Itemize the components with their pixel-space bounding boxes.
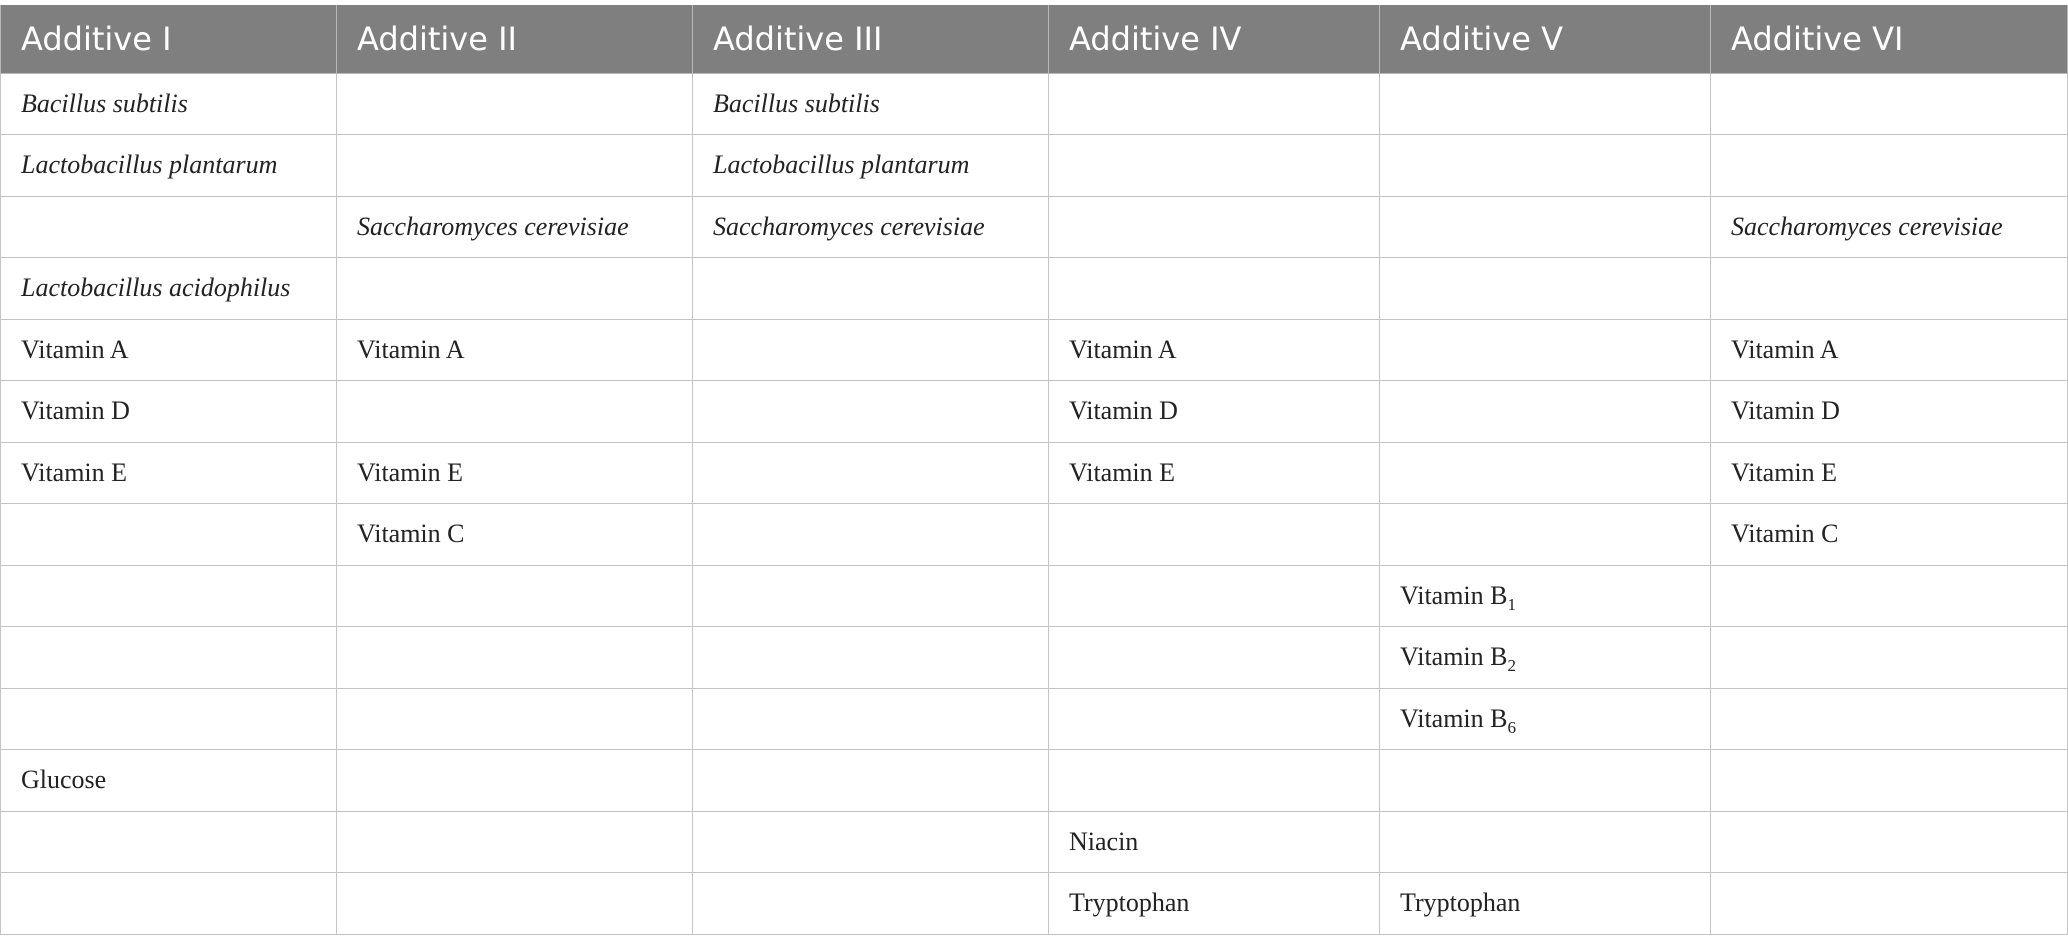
table-cell	[1, 258, 337, 320]
table-cell	[337, 873, 693, 935]
table-cell	[693, 196, 1049, 258]
cell-subscript: 2	[1507, 656, 1516, 676]
table-cell	[1380, 873, 1711, 935]
cell-text: Vitamin E	[21, 457, 128, 487]
table-cell	[1, 135, 337, 197]
table-cell	[1711, 258, 2068, 320]
table-cell	[1380, 504, 1711, 566]
cell-subscript: 6	[1507, 717, 1516, 737]
table-cell	[337, 442, 693, 504]
cell-text: Vitamin D	[1731, 396, 1840, 426]
table-cell	[693, 381, 1049, 443]
cell-text: Saccharomyces cerevisiae	[713, 211, 985, 241]
table-cell	[1380, 73, 1711, 135]
table-row	[1, 135, 2068, 197]
table-cell	[693, 135, 1049, 197]
table-cell	[1049, 627, 1380, 689]
cell-text: Tryptophan	[1400, 888, 1521, 918]
cell-text: Vitamin A	[21, 334, 129, 364]
table-cell	[1, 750, 337, 812]
table-cell	[1, 442, 337, 504]
table-cell	[337, 135, 693, 197]
table-cell	[1711, 688, 2068, 750]
cell-text: Vitamin A	[357, 334, 465, 364]
cell-text: Tryptophan	[1069, 888, 1190, 918]
cell-text: Vitamin E	[357, 457, 464, 487]
column-header-additive-i: Additive I	[1, 5, 337, 73]
table-cell	[1049, 688, 1380, 750]
table-cell	[1, 811, 337, 873]
column-header-additive-iii: Additive III	[693, 5, 1049, 73]
cell-subscript: 1	[1507, 594, 1516, 614]
table-cell	[693, 627, 1049, 689]
table-row	[1, 73, 2068, 135]
table-cell	[693, 565, 1049, 627]
table-row	[1, 873, 2068, 935]
table-cell	[1380, 196, 1711, 258]
table-cell	[1380, 381, 1711, 443]
table-row	[1, 442, 2068, 504]
table-cell	[1049, 258, 1380, 320]
table-cell	[337, 258, 693, 320]
table-cell	[1711, 750, 2068, 812]
cell-text: Vitamin B	[1400, 580, 1508, 610]
table-cell	[1711, 135, 2068, 197]
cell-text: Saccharomyces cerevisiae	[1731, 211, 2003, 241]
cell-text: Vitamin E	[1731, 457, 1838, 487]
table-row	[1, 319, 2068, 381]
table-cell	[693, 258, 1049, 320]
table-cell	[1, 319, 337, 381]
cell-text: Vitamin B	[1400, 642, 1508, 672]
table-cell	[1049, 196, 1380, 258]
table-row	[1, 811, 2068, 873]
table-cell	[1380, 319, 1711, 381]
column-header-additive-ii: Additive II	[337, 5, 693, 73]
table-cell	[1380, 258, 1711, 320]
table-cell	[693, 319, 1049, 381]
table-cell	[1049, 750, 1380, 812]
table-cell	[337, 319, 693, 381]
table-row	[1, 381, 2068, 443]
column-header-additive-vi: Additive VI	[1711, 5, 2068, 73]
table-cell	[693, 873, 1049, 935]
table-cell	[1, 627, 337, 689]
table-cell	[1711, 442, 2068, 504]
table-cell	[1049, 504, 1380, 566]
cell-text: Vitamin D	[1069, 396, 1178, 426]
table-cell	[1049, 319, 1380, 381]
table-row	[1, 627, 2068, 689]
table-cell	[1711, 627, 2068, 689]
table-cell	[693, 442, 1049, 504]
table-cell	[1, 73, 337, 135]
cell-text: Lactobacillus plantarum	[713, 150, 970, 180]
cell-text: Vitamin D	[21, 396, 130, 426]
table-cell	[1, 504, 337, 566]
table-cell	[337, 750, 693, 812]
table-row	[1, 258, 2068, 320]
table-cell	[1711, 873, 2068, 935]
table-cell	[1049, 73, 1380, 135]
table-cell	[1380, 565, 1711, 627]
cell-text: Vitamin A	[1731, 334, 1839, 364]
cell-text: Vitamin C	[1731, 519, 1839, 549]
table-cell	[1380, 627, 1711, 689]
table-cell	[1, 565, 337, 627]
table-cell	[1049, 811, 1380, 873]
table-cell	[693, 688, 1049, 750]
table-cell	[1380, 750, 1711, 812]
table-cell	[1711, 811, 2068, 873]
table-cell	[1711, 73, 2068, 135]
table-cell	[1380, 688, 1711, 750]
table-cell	[337, 627, 693, 689]
cell-text: Vitamin E	[1069, 457, 1176, 487]
table-cell	[337, 381, 693, 443]
additives-table	[0, 5, 2068, 935]
table-cell	[1711, 319, 2068, 381]
cell-text: Lactobacillus acidophilus	[21, 273, 291, 303]
table-row	[1, 688, 2068, 750]
table-cell	[693, 750, 1049, 812]
table-cell	[1049, 873, 1380, 935]
table-cell	[337, 73, 693, 135]
table-cell	[1049, 442, 1380, 504]
table-cell	[1711, 381, 2068, 443]
table-cell	[337, 565, 693, 627]
table-cell	[1, 688, 337, 750]
table-cell	[1049, 135, 1380, 197]
table-cell	[693, 73, 1049, 135]
table-row	[1, 750, 2068, 812]
table-cell	[1, 381, 337, 443]
header-row	[1, 5, 2068, 73]
table-cell	[1380, 135, 1711, 197]
table-cell	[1711, 565, 2068, 627]
table-cell	[337, 504, 693, 566]
cell-text: Lactobacillus plantarum	[21, 150, 278, 180]
table-cell	[1, 873, 337, 935]
table-cell	[693, 811, 1049, 873]
table-cell	[1049, 381, 1380, 443]
table-row	[1, 504, 2068, 566]
table-cell	[337, 688, 693, 750]
table-cell	[337, 196, 693, 258]
table-body	[1, 73, 2068, 934]
table-cell	[1380, 811, 1711, 873]
column-header-additive-v: Additive V	[1380, 5, 1711, 73]
cell-text: Saccharomyces cerevisiae	[357, 211, 629, 241]
cell-text: Bacillus subtilis	[21, 88, 188, 118]
column-header-additive-iv: Additive IV	[1049, 5, 1380, 73]
cell-text: Niacin	[1069, 826, 1139, 856]
table-cell	[1049, 565, 1380, 627]
cell-text: Vitamin C	[357, 519, 465, 549]
table-row	[1, 196, 2068, 258]
table-cell	[1, 196, 337, 258]
cell-text: Glucose	[21, 765, 107, 795]
table-row	[1, 565, 2068, 627]
table-cell	[1711, 504, 2068, 566]
table-cell	[1380, 442, 1711, 504]
cell-text: Bacillus subtilis	[713, 88, 880, 118]
cell-text: Vitamin B	[1400, 703, 1508, 733]
cell-text: Vitamin A	[1069, 334, 1177, 364]
table-cell	[693, 504, 1049, 566]
table-cell	[337, 811, 693, 873]
table-cell	[1711, 196, 2068, 258]
